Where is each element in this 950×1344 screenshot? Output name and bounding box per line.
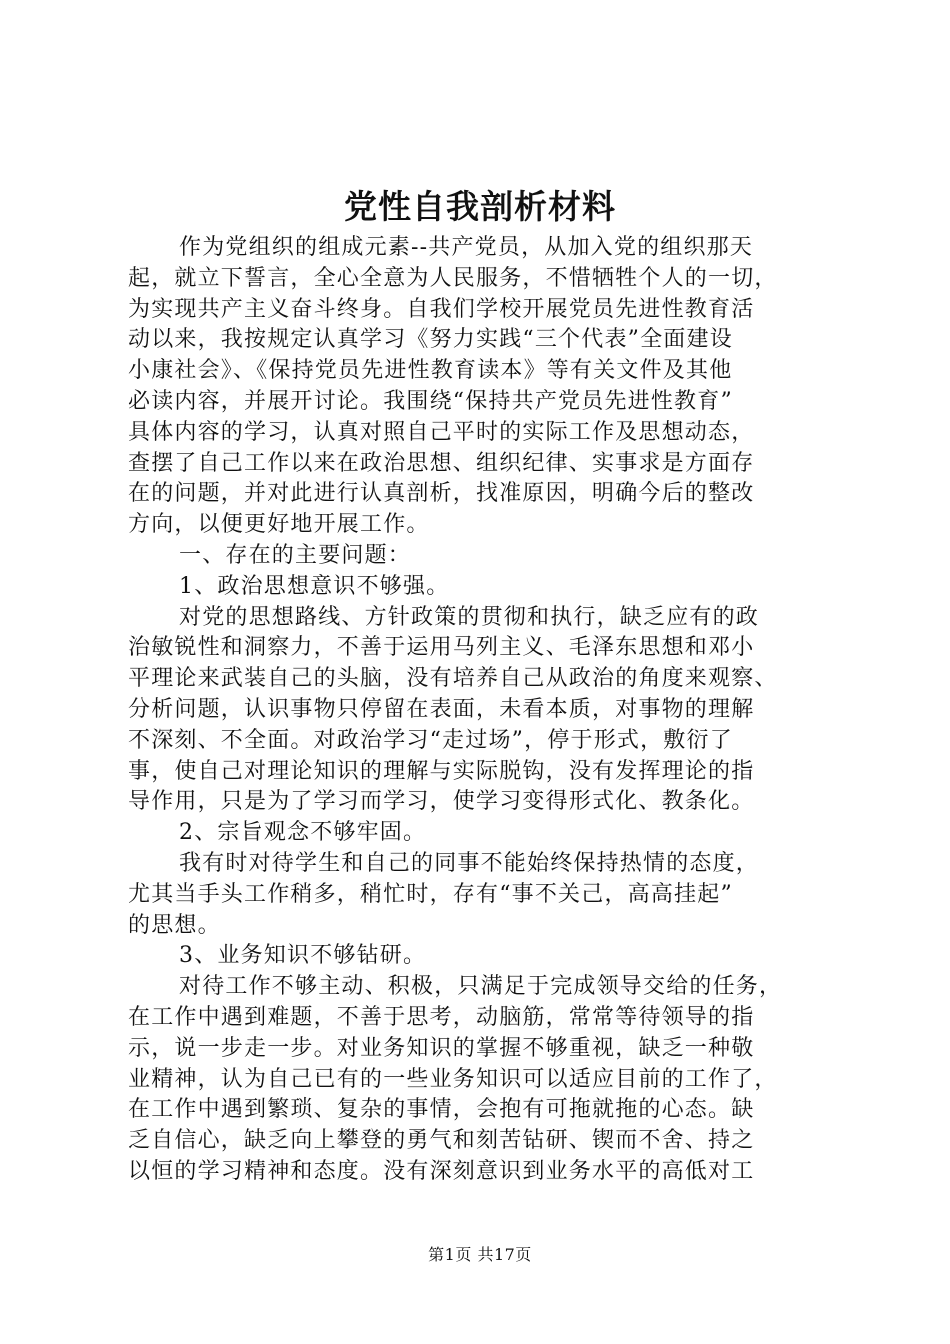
text-line: 3、业务知识不够钻研。 [179,943,427,969]
text-line: 不深刻、不全面。对政治学习“走过场”，停于形式，敷衍了 [128,727,733,753]
document-title: 党性自我剖析材料 [344,187,616,226]
text-line: 一、存在的主要问题： [179,542,412,568]
text-line: 以恒的学习精神和态度。没有深刻意识到业务水平的高低对工 [128,1158,755,1184]
text-line: 我有时对待学生和自己的同事不能始终保持热情的态度， [179,850,760,876]
text-line: 平理论来武装自己的头脑，没有培养自己从政治的角度来观察、 [128,666,778,692]
text-line: 在的问题，并对此进行认真剖析，找准原因，明确今后的整改 [128,481,755,507]
text-line: 对待工作不够主动、积极，只满足于完成领导交给的任务， [179,974,783,1000]
text-line: 治敏锐性和洞察力，不善于运用马列主义、毛泽东思想和邓小 [128,635,755,661]
text-line: 在工作中遇到难题，不善于思考，动脑筋，常常等待领导的指 [128,1004,755,1030]
text-line: 的思想。 [128,912,221,938]
text-line: 分析问题，认识事物只停留在表面，未看本质，对事物的理解 [128,696,755,722]
text-line: 业精神，认为自己已有的一些业务知识可以适应目前的工作了， [128,1066,778,1092]
text-line: 为实现共产主义奋斗终身。自我们学校开展党员先进性教育活 [128,296,755,322]
text-line: 2、宗旨观念不够牢固。 [179,820,427,846]
text-line: 方向，以便更好地开展工作。 [128,512,430,538]
text-line: 对党的思想路线、方针政策的贯彻和执行，缺乏应有的政 [179,604,760,630]
text-line: 乏自信心，缺乏向上攀登的勇气和刻苦钻研、锲而不舍、持之 [128,1128,755,1154]
text-line: 事，使自己对理论知识的理解与实际脱钩，没有发挥理论的指 [128,758,755,784]
text-line: 1、政治思想意识不够强。 [179,573,450,599]
text-line: 起，就立下誓言，全心全意为人民服务，不惜牺牲个人的一切， [128,265,778,291]
text-line: 在工作中遇到繁琐、复杂的事情，会抱有可拖就拖的心态。缺 [128,1097,755,1123]
text-line: 尤其当手头工作稍多，稍忙时，存有“事不关己，高高挂起” [128,881,733,907]
text-line: 查摆了自己工作以来在政治思想、组织纪律、实事求是方面存 [128,450,755,476]
document-body [128,233,838,1188]
text-line: 作为党组织的组成元素--共产党员，从加入党的组织那天 [179,235,754,260]
text-line: 必读内容，并展开讨论。我围绕“保持共产党员先进性教育” [128,388,733,414]
text-line: 小康社会》、《保持党员先进性教育读本》等有关文件及其他 [128,358,733,384]
page-footer: 第1页 共17页 [428,1245,532,1264]
text-line: 示，说一步走一步。对业务知识的掌握不够重视，缺乏一种敬 [128,1035,755,1061]
text-line: 导作用，只是为了学习而学习，使学习变得形式化、教条化。 [128,789,755,815]
text-line: 动以来，我按规定认真学习《努力实践“三个代表”全面建设 [128,327,733,353]
text-line: 具体内容的学习，认真对照自己平时的实际工作及思想动态， [128,419,755,445]
